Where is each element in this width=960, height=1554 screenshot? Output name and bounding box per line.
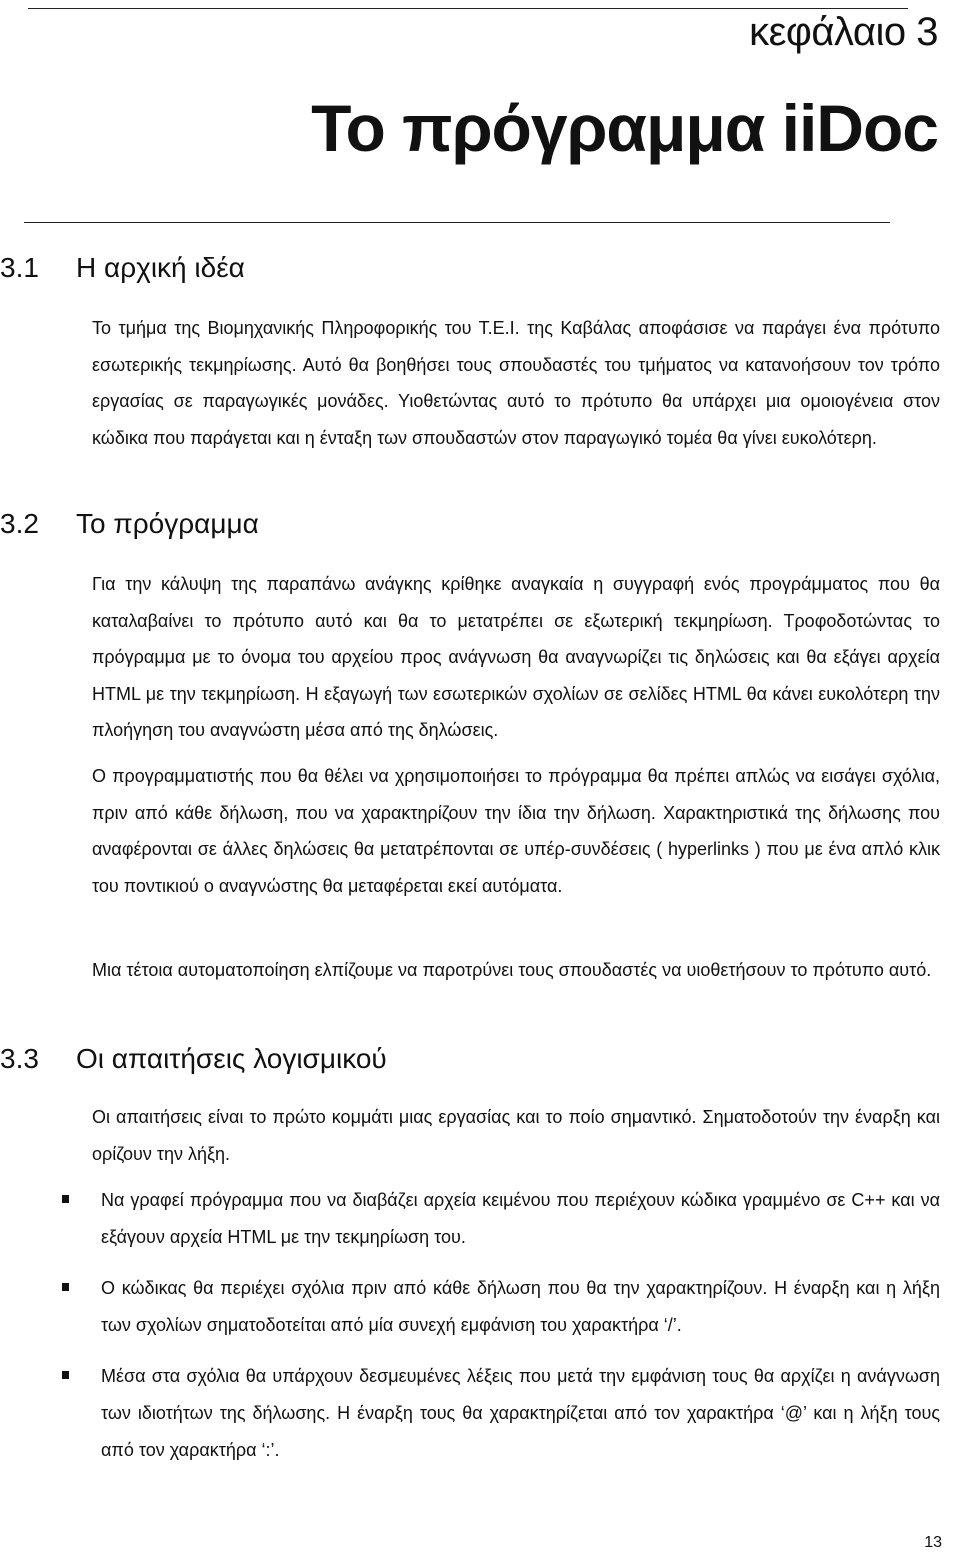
top-rule	[28, 8, 908, 9]
title-rule	[24, 222, 890, 223]
section-number: 3.3	[0, 1043, 39, 1074]
chapter-title: Το πρόγραμμα iiDoc	[311, 91, 938, 165]
section-title: Οι απαιτήσεις λογισμικού	[76, 1043, 387, 1074]
section-heading-3-1	[0, 252, 245, 284]
section-title: Το πρόγραμμα	[76, 508, 259, 539]
paragraph-3-2-b: Ο προγραμματιστής που θα θέλει να χρησιμοποιήσει το πρόγραμμα θα πρέπει απλώς να εισάγει σχόλια, πριν από κάθε δήλωση, που να χαρακτηρίζουν την ίδια την δήλωση. Χαρακτηριστικά της δήλωσης που αναφέρονται σε άλλες δηλώσεις θα μετατρέπονται σε υπέρ-συνδέσεις ( hyperlinks ) που με ένα απλό κλικ του ποντικιού ο αναγνώστης θα μεταφέρεται εκεί αυτόματα.	[92, 766, 940, 896]
chapter-label: κεφάλαιο 3	[749, 10, 938, 54]
list-item	[62, 1358, 940, 1469]
square-bullet-icon	[62, 1195, 69, 1203]
paragraph-3-2-a: Για την κάλυψη της παραπάνω ανάγκης κρίθηκε αναγκαία η συγγραφή ενός προγράμματος που θα καταλαβαίνει το πρότυπο αυτό και θα το μετατρέπει σε εξωτερική τεκμηρίωση. Τροφοδοτώντας το πρόγραμμα με το όνομα του αρχείου προς ανάγνωση θα αναγνωρίζει τις δηλώσεις και θα εξάγει αρχεία HTML με την τεκμηρίωση. Η εξαγωγή των εσωτερικών σχολίων σε σελίδες HTML θα κάνει ευκολότερη την πλοήγηση του αναγνώστη μέσα από της δηλώσεις.	[92, 574, 940, 740]
section-title: Η αρχική ιδέα	[76, 252, 245, 283]
paragraph-3-2-c: Μια τέτοια αυτοματοποίηση ελπίζουμε να παροτρύνει τους σπουδαστές να υιοθετήσουν το πρότυπο αυτό.	[92, 960, 932, 980]
list-item	[62, 1270, 940, 1344]
section-number: 3.1	[0, 252, 39, 283]
page-number: 13	[924, 1534, 942, 1551]
requirements-list	[62, 1182, 940, 1483]
list-item-text: Ο κώδικας θα περιέχει σχόλια πριν από κάθε δήλωση που θα την χαρακτηρίζουν. Η έναρξη και η λήξη των σχολίων σηματοδοτείται από μία συνεχή εμφάνιση του χαρακτήρα ‘/’.	[101, 1278, 940, 1335]
list-item-text: Να γραφεί πρόγραμμα που να διαβάζει αρχεία κειμένου που περιέχουν κώδικα γραμμένο σε C++ και να εξάγουν αρχεία HTML με την τεκμηρίωση του.	[101, 1190, 940, 1247]
square-bullet-icon	[62, 1371, 69, 1379]
list-item	[62, 1182, 940, 1256]
list-item-text: Μέσα στα σχόλια θα υπάρχουν δεσμευμένες λέξεις που μετά την εμφάνιση τους θα αρχίζει η ανάγνωση των ιδιοτήτων της δήλωσης. Η έναρξη τους θα χαρακτηρίζεται από τον χαρακτήρα ‘@’ και η λήξη τους από τον χαρακτήρα ‘:’.	[101, 1366, 940, 1460]
paragraph-3-3: Οι απαιτήσεις είναι το πρώτο κομμάτι μιας εργασίας και το ποίο σημαντικό. Σηματοδοτούν την έναρξη και ορίζουν την λήξη.	[92, 1107, 940, 1164]
paragraph-3-1: Το τμήμα της Βιομηχανικής Πληροφορικής του Τ.Ε.Ι. της Καβάλας αποφάσισε να παράγει ένα πρότυπο εσωτερικής τεκμηρίωσης. Αυτό θα βοηθήσει τους σπουδαστές του τμήματος να κατανοήσουν τον τρόπο εργασίας σε παραγωγικές μονάδες. Υιοθετώντας αυτό το πρότυπο θα υπάρχει μια ομοιογένεια στον κώδικα που παράγεται και η ένταξη των σπουδαστών στον παραγωγικό τομέα θα γίνει ευκολότερη.	[92, 318, 940, 448]
section-number: 3.2	[0, 508, 39, 539]
section-heading-3-3	[0, 1043, 387, 1075]
square-bullet-icon	[62, 1283, 69, 1291]
section-heading-3-2	[0, 508, 259, 540]
